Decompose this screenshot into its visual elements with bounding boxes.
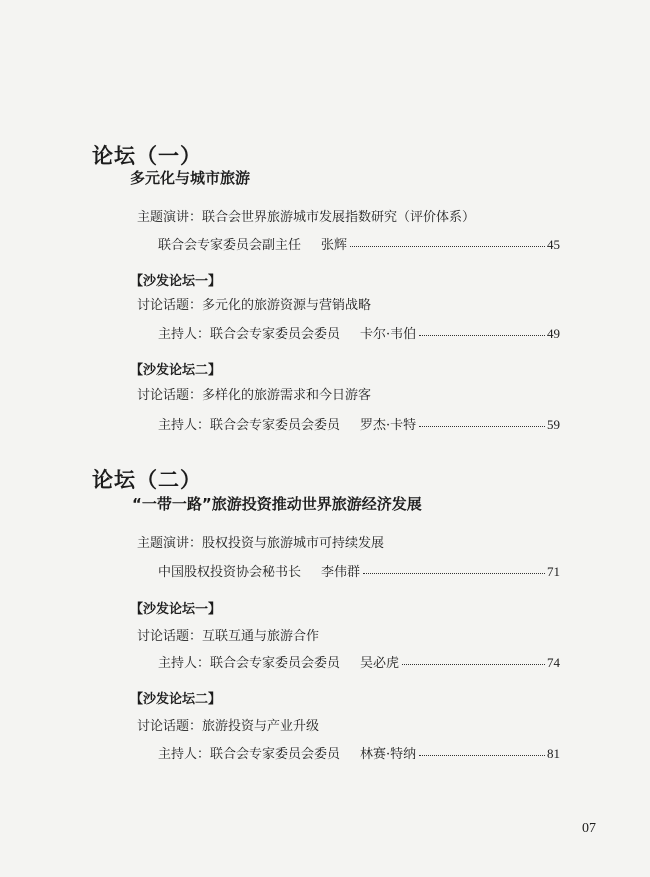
host-name: 吴必虎: [360, 656, 400, 671]
forum-2-sofa-2-entry[interactable]: [158, 747, 560, 761]
speaker-role: 中国股权投资协会秘书长: [158, 565, 302, 580]
forum-1-keynote-entry[interactable]: [158, 238, 560, 252]
page-ref: 59: [547, 417, 560, 432]
page-ref: 45: [547, 237, 560, 252]
forum-1-sofa-1-entry[interactable]: [158, 327, 560, 341]
forum-1-sofa-2-heading: 【沙发论坛二】: [130, 363, 222, 378]
forum-1-keynote-topic: 主题演讲：联合会世界旅游城市发展指数研究（评价体系）: [137, 210, 476, 225]
forum-2-sofa-1-entry[interactable]: [158, 656, 560, 670]
speaker-name: 张辉: [321, 238, 348, 253]
host-name: 林赛·特纳: [360, 747, 417, 762]
dot-leader: [350, 246, 545, 247]
forum-1-sofa-1-topic: 讨论话题：多元化的旅游资源与营销战略: [137, 298, 372, 313]
dot-leader: [419, 426, 545, 427]
dot-leader: [402, 664, 545, 665]
host-role: 主持人：联合会专家委员会委员: [158, 418, 341, 433]
forum-2-keynote-topic: 主题演讲：股权投资与旅游城市可持续发展: [137, 536, 385, 551]
forum-2-subtitle: “一带一路”旅游投资推动世界旅游经济发展: [132, 495, 422, 513]
page-ref: 71: [547, 564, 560, 579]
forum-1-title: 论坛（一）: [92, 144, 202, 168]
host-name: 卡尔·韦伯: [360, 327, 417, 342]
forum-1-subtitle: 多元化与城市旅游: [130, 169, 251, 187]
forum-2-title: 论坛（二）: [92, 468, 202, 492]
forum-2-sofa-1-heading: 【沙发论坛一】: [130, 602, 222, 617]
page-ref: 49: [547, 326, 560, 341]
page-ref: 74: [547, 655, 560, 670]
host-name: 罗杰·卡特: [360, 418, 417, 433]
forum-1-sofa-2-entry[interactable]: [158, 418, 560, 432]
host-role: 主持人：联合会专家委员会委员: [158, 327, 341, 342]
page-number: 07: [582, 821, 596, 836]
dot-leader: [419, 335, 545, 336]
dot-leader: [363, 573, 545, 574]
forum-2-keynote-entry[interactable]: [158, 565, 560, 579]
speaker-name: 李伟群: [321, 565, 361, 580]
speaker-role: 联合会专家委员会副主任: [158, 238, 302, 253]
host-role: 主持人：联合会专家委员会委员: [158, 747, 341, 762]
host-role: 主持人：联合会专家委员会委员: [158, 656, 341, 671]
forum-1-sofa-1-heading: 【沙发论坛一】: [130, 274, 222, 289]
forum-2-sofa-2-topic: 讨论话题：旅游投资与产业升级: [137, 719, 320, 734]
page-ref: 81: [547, 746, 560, 761]
dot-leader: [419, 755, 545, 756]
forum-2-sofa-1-topic: 讨论话题：互联互通与旅游合作: [137, 629, 320, 644]
forum-1-sofa-2-topic: 讨论话题：多样化的旅游需求和今日游客: [137, 388, 372, 403]
forum-2-sofa-2-heading: 【沙发论坛二】: [130, 692, 222, 707]
